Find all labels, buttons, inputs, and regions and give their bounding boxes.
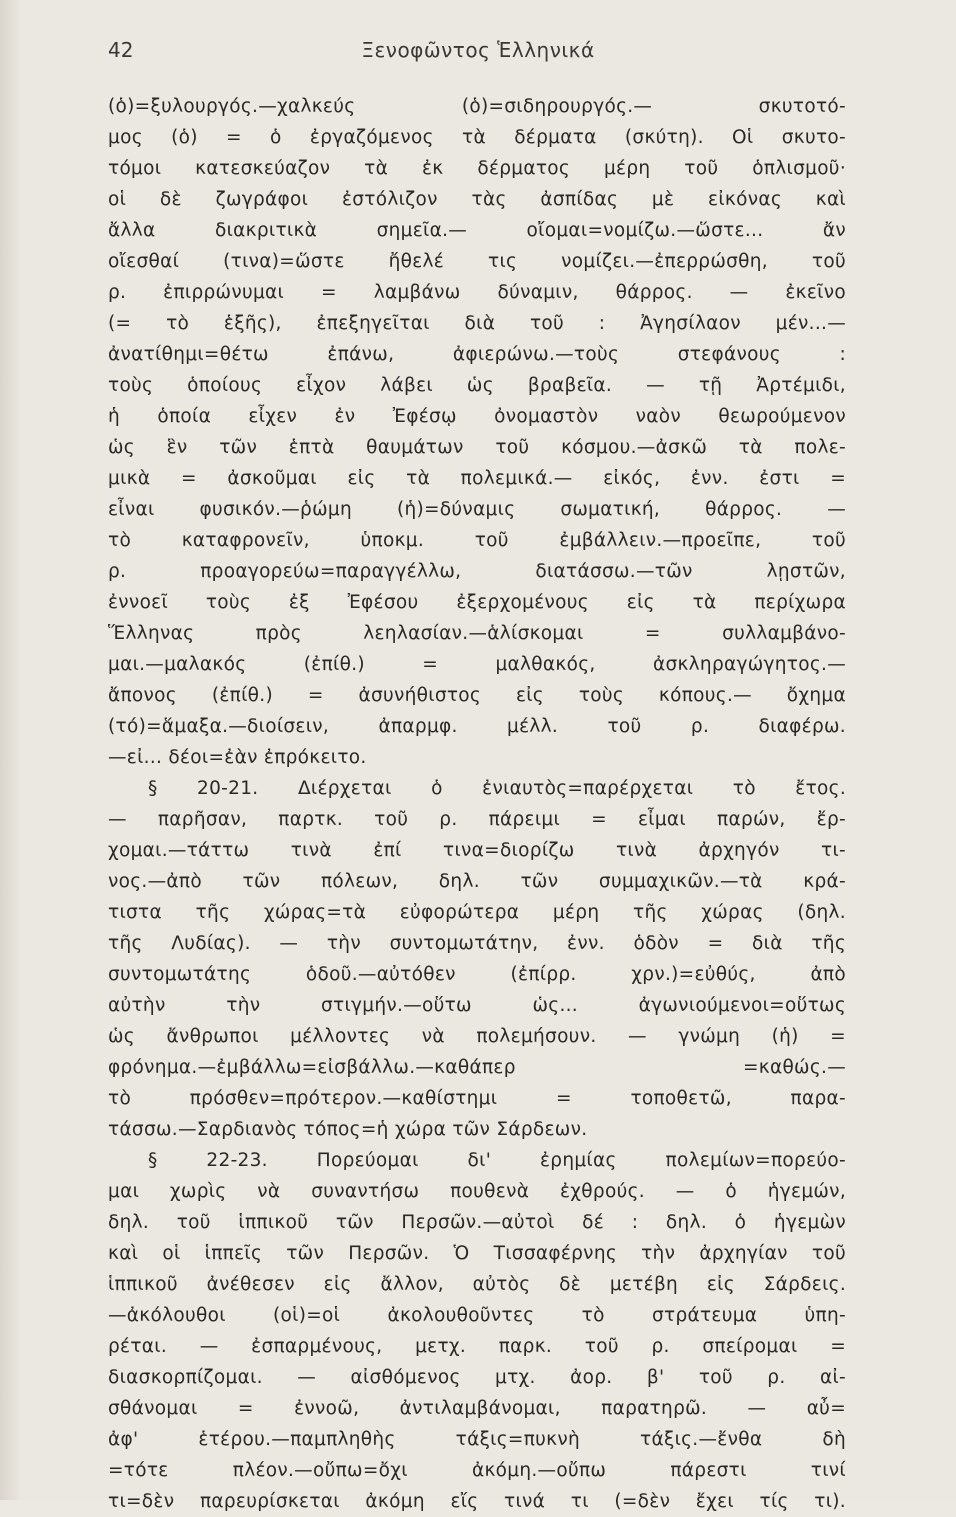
text-line: οἱ δὲ ζωγράφοι ἐστόλιζον τὰς ἀσπίδας μὲ εἰκόνας καὶ xyxy=(108,189,846,210)
text-line: νος.—ἀπὸ τῶν πόλεων, δηλ. τῶν συμμαχικῶν.—τὰ κρά- xyxy=(108,871,846,892)
text-line: —εἰ... δέοι=ἐὰν ἐπρόκειτο. xyxy=(108,747,367,768)
text-line: ἐννοεῖ τοὺς ἐξ Ἐφέσου ἐξερχομένους εἰς τὰ περίχωρα xyxy=(108,592,846,613)
text-line: τοὺς ὁποίους εἶχον λάβει ὡς βραβεῖα. — τῇ Ἀρτέμιδι, xyxy=(108,375,846,396)
text-line: τὸ καταφρονεῖν, ὑποκμ. τοῦ ἐμβάλλειν.—προεῖπε, τοῦ xyxy=(108,530,846,551)
text-line: ρέται. — ἐσπαρμένους, μετχ. παρκ. τοῦ ρ. σπείρομαι = xyxy=(108,1336,846,1357)
text-line: (τό)=ἅμαξα.—διοίσειν, ἀπαρμφ. μέλλ. τοῦ ρ. διαφέρω. xyxy=(108,716,846,737)
text-line: ἀφ' ἑτέρου.—παμπληθὴς τάξις=πυκνὴ τάξις.—ἔνθα δὴ xyxy=(108,1429,846,1450)
text-line: — παρῆσαν, παρτκ. τοῦ ρ. πάρειμι = εἶμαι παρών, ἔρ- xyxy=(108,809,846,830)
text-line: ὡς ἓν τῶν ἑπτὰ θαυμάτων τοῦ κόσμου.—ἀσκῶ τὰ πολε- xyxy=(108,437,846,458)
section-heading-line: § 20-21. Διέρχεται ὁ ἐνιαυτὸς=παρέρχεται τὸ ἔτος. xyxy=(148,778,846,799)
text-line: ρ. ἐπιρρώνυμαι = λαμβάνω δύναμιν, θάρρος. — ἐκεῖνο xyxy=(108,282,846,303)
text-line: τόμοι κατεσκεύαζον τὰ ἐκ δέρματος μέρη τοῦ ὁπλισμοῦ· xyxy=(108,158,846,179)
text-line: μικὰ = ἀσκοῦμαι εἰς τὰ πολεμικά.— εἰκός, ἐνν. ἐστι = xyxy=(108,468,846,489)
section-heading-line: § 22-23. Πορεύομαι δι' ἐρημίας πολεμίων=πορεύο- xyxy=(148,1150,846,1171)
text-line: μαι.—μαλακός (ἐπίθ.) = μαλθακός, ἀσκληραγώγητος.— xyxy=(108,654,846,675)
text-line: εἶναι φυσικόν.—ῥώμη (ἡ)=δύναμις σωματική, θάρρος. — xyxy=(108,499,846,520)
text-line: τὸ πρόσθεν=πρότερον.—καθίστημι = τοποθετῶ, παρα- xyxy=(108,1088,846,1109)
text-line: τιστα τῆς χώρας=τὰ εὐφορώτερα μέρη τῆς χώρας (δηλ. xyxy=(108,902,846,923)
text-line: —ἀκόλουθοι (οἱ)=οἱ ἀκολουθοῦντες τὸ στράτευμα ὑπη- xyxy=(108,1305,846,1326)
text-line: τι=δὲν παρευρίσκεται ἀκόμη εἴς τινά τι (=δὲν ἔχει τίς τι). xyxy=(108,1491,846,1512)
page-number: 42 xyxy=(108,38,134,62)
text-line: δηλ. τοῦ ἱππικοῦ τῶν Περσῶν.—αὐτοὶ δέ : δηλ. ὁ ἡγεμὼν xyxy=(108,1212,846,1233)
text-line: διασκορπίζομαι. — αἰσθόμενος μτχ. ἀορ. β' τοῦ ρ. αἰ- xyxy=(108,1367,846,1388)
running-head xyxy=(0,38,956,66)
text-line: ἀνατίθημι=θέτω ἐπάνω, ἀφιερώνω.—τοὺς στεφάνους : xyxy=(108,344,846,365)
text-line: φρόνημα.—ἐμβάλλω=εἰσβάλλω.—καθάπερ =καθώς.— xyxy=(108,1057,846,1078)
text-line: τῆς Λυδίας). — τὴν συντομωτάτην, ἐνν. ὁδὸν = διὰ τῆς xyxy=(108,933,846,954)
text-line: χομαι.—τάττω τινὰ ἐπί τινα=διορίζω τινὰ ἀρχηγόν τι- xyxy=(108,840,846,861)
text-line: ρ. προαγορεύω=παραγγέλλω, διατάσσω.—τῶν λῃστῶν, xyxy=(108,561,846,582)
text-line: σθάνομαι = ἐννοῶ, ἀντιλαμβάνομαι, παρατηρῶ. — αὖ= xyxy=(108,1398,846,1419)
text-line: ἄλλα διακριτικὰ σημεῖα.— οἴομαι=νομίζω.—ὥστε... ἄν xyxy=(108,220,846,241)
text-line: =τότε πλέον.—οὔπω=ὄχι ἀκόμη.—οὔπω πάρεστι τινί xyxy=(108,1460,846,1481)
text-line: μαι χωρὶς νὰ συναντήσω πουθενὰ ἐχθρούς. — ὁ ἡγεμών, xyxy=(108,1181,846,1202)
text-line: συντομωτάτης ὁδοῦ.—αὐτόθεν (ἐπίρρ. χρν.)=εὐθύς, ἀπὸ xyxy=(108,964,846,985)
text-line: τάσσω.—Σαρδιανὸς τόπος=ἡ χώρα τῶν Σάρδεων. xyxy=(108,1119,588,1140)
text-line: αὐτὴν τὴν στιγμήν.—οὕτω ὡς... ἀγωνιούμενοι=οὕτως xyxy=(108,995,846,1016)
text-line: ἄπονος (ἐπίθ.) = ἀσυνήθιστος εἰς τοὺς κόπους.— ὄχημα xyxy=(108,685,846,706)
text-line: ἡ ὁποία εἶχεν ἐν Ἐφέσῳ ὀνομαστὸν ναὸν θεωρούμενον xyxy=(108,406,846,427)
text-line: ἱππικοῦ ἀνέθεσεν εἰς ἄλλον, αὐτὸς δὲ μετέβη εἰς Σάρδεις. xyxy=(108,1274,846,1295)
text-line: μος (ὁ) = ὁ ἐργαζόμενος τὰ δέρματα (σκύτη). Οἱ σκυτο- xyxy=(108,127,846,148)
text-line: καὶ οἱ ἱππεῖς τῶν Περσῶν. Ὁ Τισσαφέρνης τὴν ἀρχηγίαν τοῦ xyxy=(108,1243,846,1264)
text-line: Ἕλληνας πρὸς λεηλασίαν.—ἁλίσκομαι = συλλαμβάνο- xyxy=(108,623,846,644)
text-line: (= τὸ ἑξῆς), ἐπεξηγεῖται διὰ τοῦ : Ἀγησίλαον μέν...— xyxy=(108,313,846,334)
text-line: (ὁ)=ξυλουργός.—χαλκεύς (ὁ)=σιδηρουργός.— σκυτοτό- xyxy=(108,96,846,117)
commentary-text xyxy=(108,91,846,1517)
book-title: Ξενοφῶντος Ἑλληνικά xyxy=(361,38,595,62)
text-line: ὡς ἄνθρωποι μέλλοντες νὰ πολεμήσουν. — γνώμη (ἡ) = xyxy=(108,1026,846,1047)
text-line: οἴεσθαί (τινα)=ὥστε ἤθελέ τις νομίζει.—ἐπερρώσθη, τοῦ xyxy=(108,251,846,272)
